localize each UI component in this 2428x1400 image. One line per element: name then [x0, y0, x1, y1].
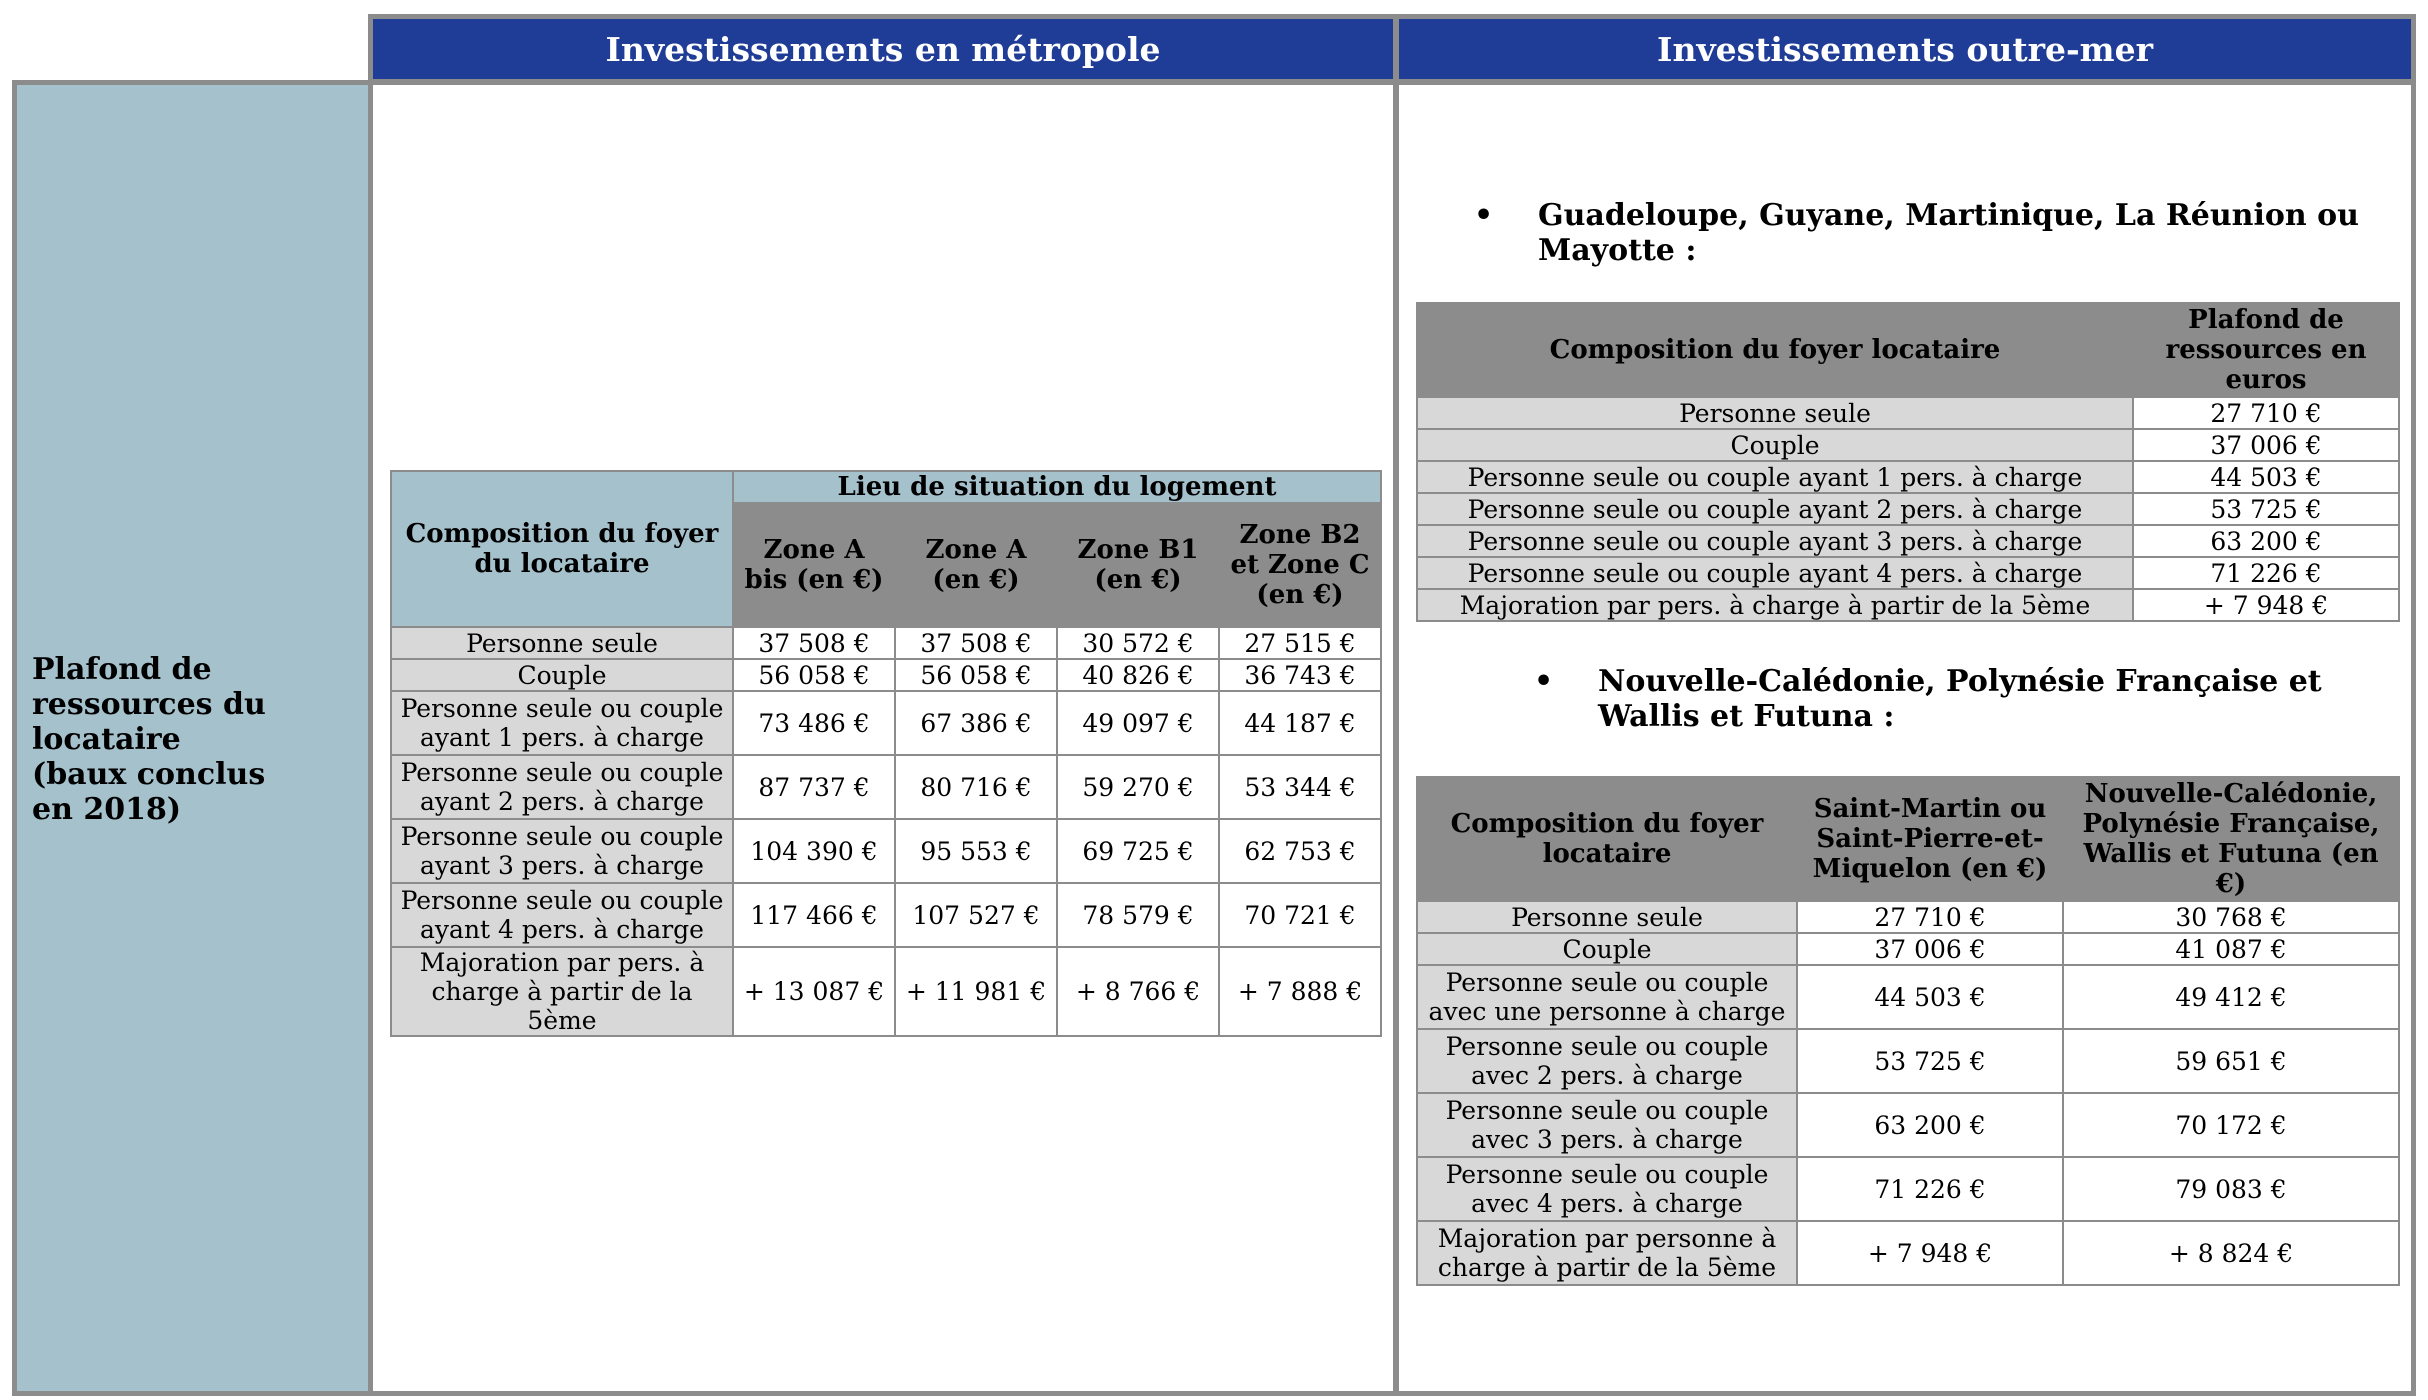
cell-value: 36 743 € [1219, 659, 1381, 691]
row-label: Personne seule ou couple ayant 2 pers. à charge [391, 755, 733, 819]
cell-value: + 11 981 € [895, 947, 1057, 1036]
cell-value: 49 412 € [2063, 965, 2399, 1029]
table-row [1417, 1221, 2399, 1285]
dom-col-plafond: Plafond de ressources en euros [2133, 303, 2399, 397]
cell-value: 44 187 € [1219, 691, 1381, 755]
metropole-zone-header: Zone A bis (en €) [733, 503, 895, 627]
cell-value: 56 058 € [895, 659, 1057, 691]
metropole-zone-header: Zone B2 et Zone C (en €) [1219, 503, 1381, 627]
cell-value: 78 579 € [1057, 883, 1219, 947]
row-label: Couple [1417, 933, 1797, 965]
com-col-nouvelle-caledonie: Nouvelle-Calédonie, Polynésie Française, Wallis et Futuna (en €) [2063, 777, 2399, 901]
row-label: Personne seule [1417, 397, 2133, 429]
row-label: Personne seule ou couple ayant 1 pers. à charge [1417, 461, 2133, 493]
table-row [1417, 429, 2399, 461]
com-col-saint-martin: Saint-Martin ou Saint-Pierre-et-Miquelon (en €) [1797, 777, 2063, 901]
cell-value: 70 172 € [2063, 1093, 2399, 1157]
row-label: Personne seule ou couple ayant 3 pers. à charge [391, 819, 733, 883]
table-row [1417, 493, 2399, 525]
cell-value: 40 826 € [1057, 659, 1219, 691]
row-label: Majoration par pers. à charge à partir de la 5ème [1417, 589, 2133, 621]
cell-value: 87 737 € [733, 755, 895, 819]
row-label: Personne seule [391, 627, 733, 659]
cell-value: + 8 766 € [1057, 947, 1219, 1036]
dom-col-composition: Composition du foyer locataire [1417, 303, 2133, 397]
cell-value: 27 710 € [2133, 397, 2399, 429]
cell-value: 59 651 € [2063, 1029, 2399, 1093]
cell-value: 49 097 € [1057, 691, 1219, 755]
bullet-nouvelle-caledonie: Nouvelle-Calédonie, Polynésie Française et Wallis et Futuna : [1598, 664, 2322, 734]
cell-value: + 8 824 € [2063, 1221, 2399, 1285]
cell-value: 53 725 € [1797, 1029, 2063, 1093]
cell-value: 30 768 € [2063, 901, 2399, 933]
metropole-table [390, 470, 1382, 1037]
row-label: Personne seule ou couple ayant 4 pers. à charge [391, 883, 733, 947]
row-label: Personne seule ou couple avec 4 pers. à charge [1417, 1157, 1797, 1221]
cell-value: 37 508 € [895, 627, 1057, 659]
cell-value: 71 226 € [1797, 1157, 2063, 1221]
table-row [391, 755, 1381, 819]
row-label: Majoration par pers. à charge à partir de la 5ème [391, 947, 733, 1036]
cell-value: 37 508 € [733, 627, 895, 659]
header-metropole-label: Investissements en métropole [605, 29, 1161, 69]
cell-value: 80 716 € [895, 755, 1057, 819]
cell-value: 63 200 € [1797, 1093, 2063, 1157]
cell-value: + 13 087 € [733, 947, 895, 1036]
table-row [1417, 557, 2399, 589]
row-label: Personne seule ou couple avec 2 pers. à charge [1417, 1029, 1797, 1093]
cell-value: 56 058 € [733, 659, 895, 691]
table-row [391, 819, 1381, 883]
cell-value: 27 515 € [1219, 627, 1381, 659]
cell-value: 53 344 € [1219, 755, 1381, 819]
com-table [1416, 776, 2400, 1286]
cell-value: 95 553 € [895, 819, 1057, 883]
cell-value: 71 226 € [2133, 557, 2399, 589]
cell-value: 79 083 € [2063, 1157, 2399, 1221]
row-label: Majoration par personne à charge à partir de la 5ème [1417, 1221, 1797, 1285]
table-row [391, 627, 1381, 659]
cell-value: + 7 948 € [2133, 589, 2399, 621]
table-row [1417, 965, 2399, 1029]
cell-value: 41 087 € [2063, 933, 2399, 965]
dom-table [1416, 302, 2400, 622]
header-outremer-label: Investissements outre-mer [1657, 29, 2153, 69]
cell-value: 63 200 € [2133, 525, 2399, 557]
metropole-col-composition: Composition du foyer du locataire [391, 471, 733, 627]
bullet-dot: • [1534, 664, 1554, 699]
table-row [1417, 461, 2399, 493]
com-col-composition: Composition du foyer locataire [1417, 777, 1797, 901]
table-row [1417, 1029, 2399, 1093]
row-label: Personne seule [1417, 901, 1797, 933]
table-row [1417, 1093, 2399, 1157]
cell-value: 44 503 € [2133, 461, 2399, 493]
row-label: Personne seule ou couple ayant 3 pers. à charge [1417, 525, 2133, 557]
row-label: Personne seule ou couple avec 3 pers. à charge [1417, 1093, 1797, 1157]
cell-value: 44 503 € [1797, 965, 2063, 1029]
metropole-zone-header: Zone B1 (en €) [1057, 503, 1219, 627]
cell-value: + 7 888 € [1219, 947, 1381, 1036]
cell-value: 53 725 € [2133, 493, 2399, 525]
cell-value: 59 270 € [1057, 755, 1219, 819]
row-label: Personne seule ou couple ayant 2 pers. à charge [1417, 493, 2133, 525]
cell-value: + 7 948 € [1797, 1221, 2063, 1285]
metropole-group-header: Lieu de situation du logement [733, 471, 1381, 503]
header-metropole [368, 14, 1398, 84]
cell-value: 107 527 € [895, 883, 1057, 947]
table-row [1417, 589, 2399, 621]
bullet-dot: • [1474, 198, 1494, 233]
cell-value: 67 386 € [895, 691, 1057, 755]
table-row [391, 947, 1381, 1036]
sidebar-label: Plafond de ressources du locataire (baux conclus en 2018) [32, 652, 266, 827]
cell-value: 37 006 € [1797, 933, 2063, 965]
cell-value: 69 725 € [1057, 819, 1219, 883]
cell-value: 37 006 € [2133, 429, 2399, 461]
row-label: Personne seule ou couple ayant 4 pers. à charge [1417, 557, 2133, 589]
table-row [1417, 397, 2399, 429]
table-row [1417, 1157, 2399, 1221]
row-label: Couple [391, 659, 733, 691]
table-row [1417, 525, 2399, 557]
row-label: Personne seule ou couple ayant 1 pers. à charge [391, 691, 733, 755]
cell-value: 70 721 € [1219, 883, 1381, 947]
table-row [391, 691, 1381, 755]
table-row [1417, 901, 2399, 933]
row-label: Couple [1417, 429, 2133, 461]
cell-value: 62 753 € [1219, 819, 1381, 883]
cell-value: 104 390 € [733, 819, 895, 883]
cell-value: 73 486 € [733, 691, 895, 755]
header-outremer [1394, 14, 2416, 84]
row-label: Personne seule ou couple avec une personne à charge [1417, 965, 1797, 1029]
cell-value: 27 710 € [1797, 901, 2063, 933]
bullet-guadeloupe: Guadeloupe, Guyane, Martinique, La Réunion ou Mayotte : [1538, 198, 2359, 268]
cell-value: 117 466 € [733, 883, 895, 947]
table-row [391, 659, 1381, 691]
metropole-zone-header: Zone A (en €) [895, 503, 1057, 627]
table-row [391, 883, 1381, 947]
cell-value: 30 572 € [1057, 627, 1219, 659]
table-row [1417, 933, 2399, 965]
